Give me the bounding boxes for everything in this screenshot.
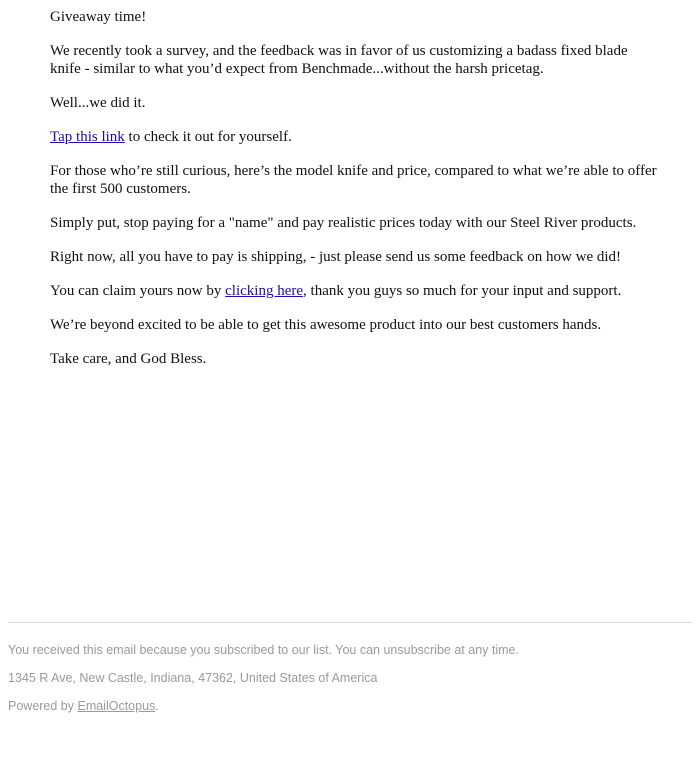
survey-paragraph: We recently took a survey, and the feedback was in favor of us customizing a badass fixed blade knife - similar to what you’d expect from Benchmade...without the harsh pricetag. [50,43,628,77]
powered-by-label: Powered by [8,699,78,713]
signoff-paragraph: Take care, and God Bless. [50,351,207,367]
powered-by-period: . [155,699,159,713]
powered-by [8,699,692,714]
emailoctopus-link[interactable]: EmailOctopus [77,699,156,713]
email-footer [8,643,692,727]
right-now-paragraph: Right now, all you have to pay is shipping, - just please send us some feedback on how we did! [50,249,622,265]
claim-suffix: , thank you guys so much for your input and support. [303,283,622,299]
postal-address: 1345 R Ave, New Castle, Indiana, 47362, United States of America [8,671,378,685]
email-body [50,8,660,384]
tap-link-suffix: to check it out for yourself. [124,129,292,145]
did-it-paragraph: Well...we did it. [50,95,146,111]
claim-paragraph [50,282,660,300]
tap-link-paragraph [50,128,660,146]
subscribed-notice: You received this email because you subscribed to our list. You can unsubscribe at any time. [8,643,519,657]
greeting-paragraph: Giveaway time! [50,9,147,25]
curious-paragraph: For those who’re still curious, here’s the model knife and price, compared to what we’re able to offer the first 500 customers. [50,163,657,197]
simply-put-paragraph: Simply put, stop paying for a "name" and pay realistic prices today with our Steel River products. [50,215,637,231]
tap-this-link[interactable]: Tap this link [50,129,125,145]
claim-prefix: You can claim yours now by [50,283,226,299]
excited-paragraph: We’re beyond excited to be able to get this awesome product into our best customers hands. [50,317,602,333]
clicking-here-link[interactable]: clicking here [225,283,304,299]
footer-divider [8,622,692,623]
